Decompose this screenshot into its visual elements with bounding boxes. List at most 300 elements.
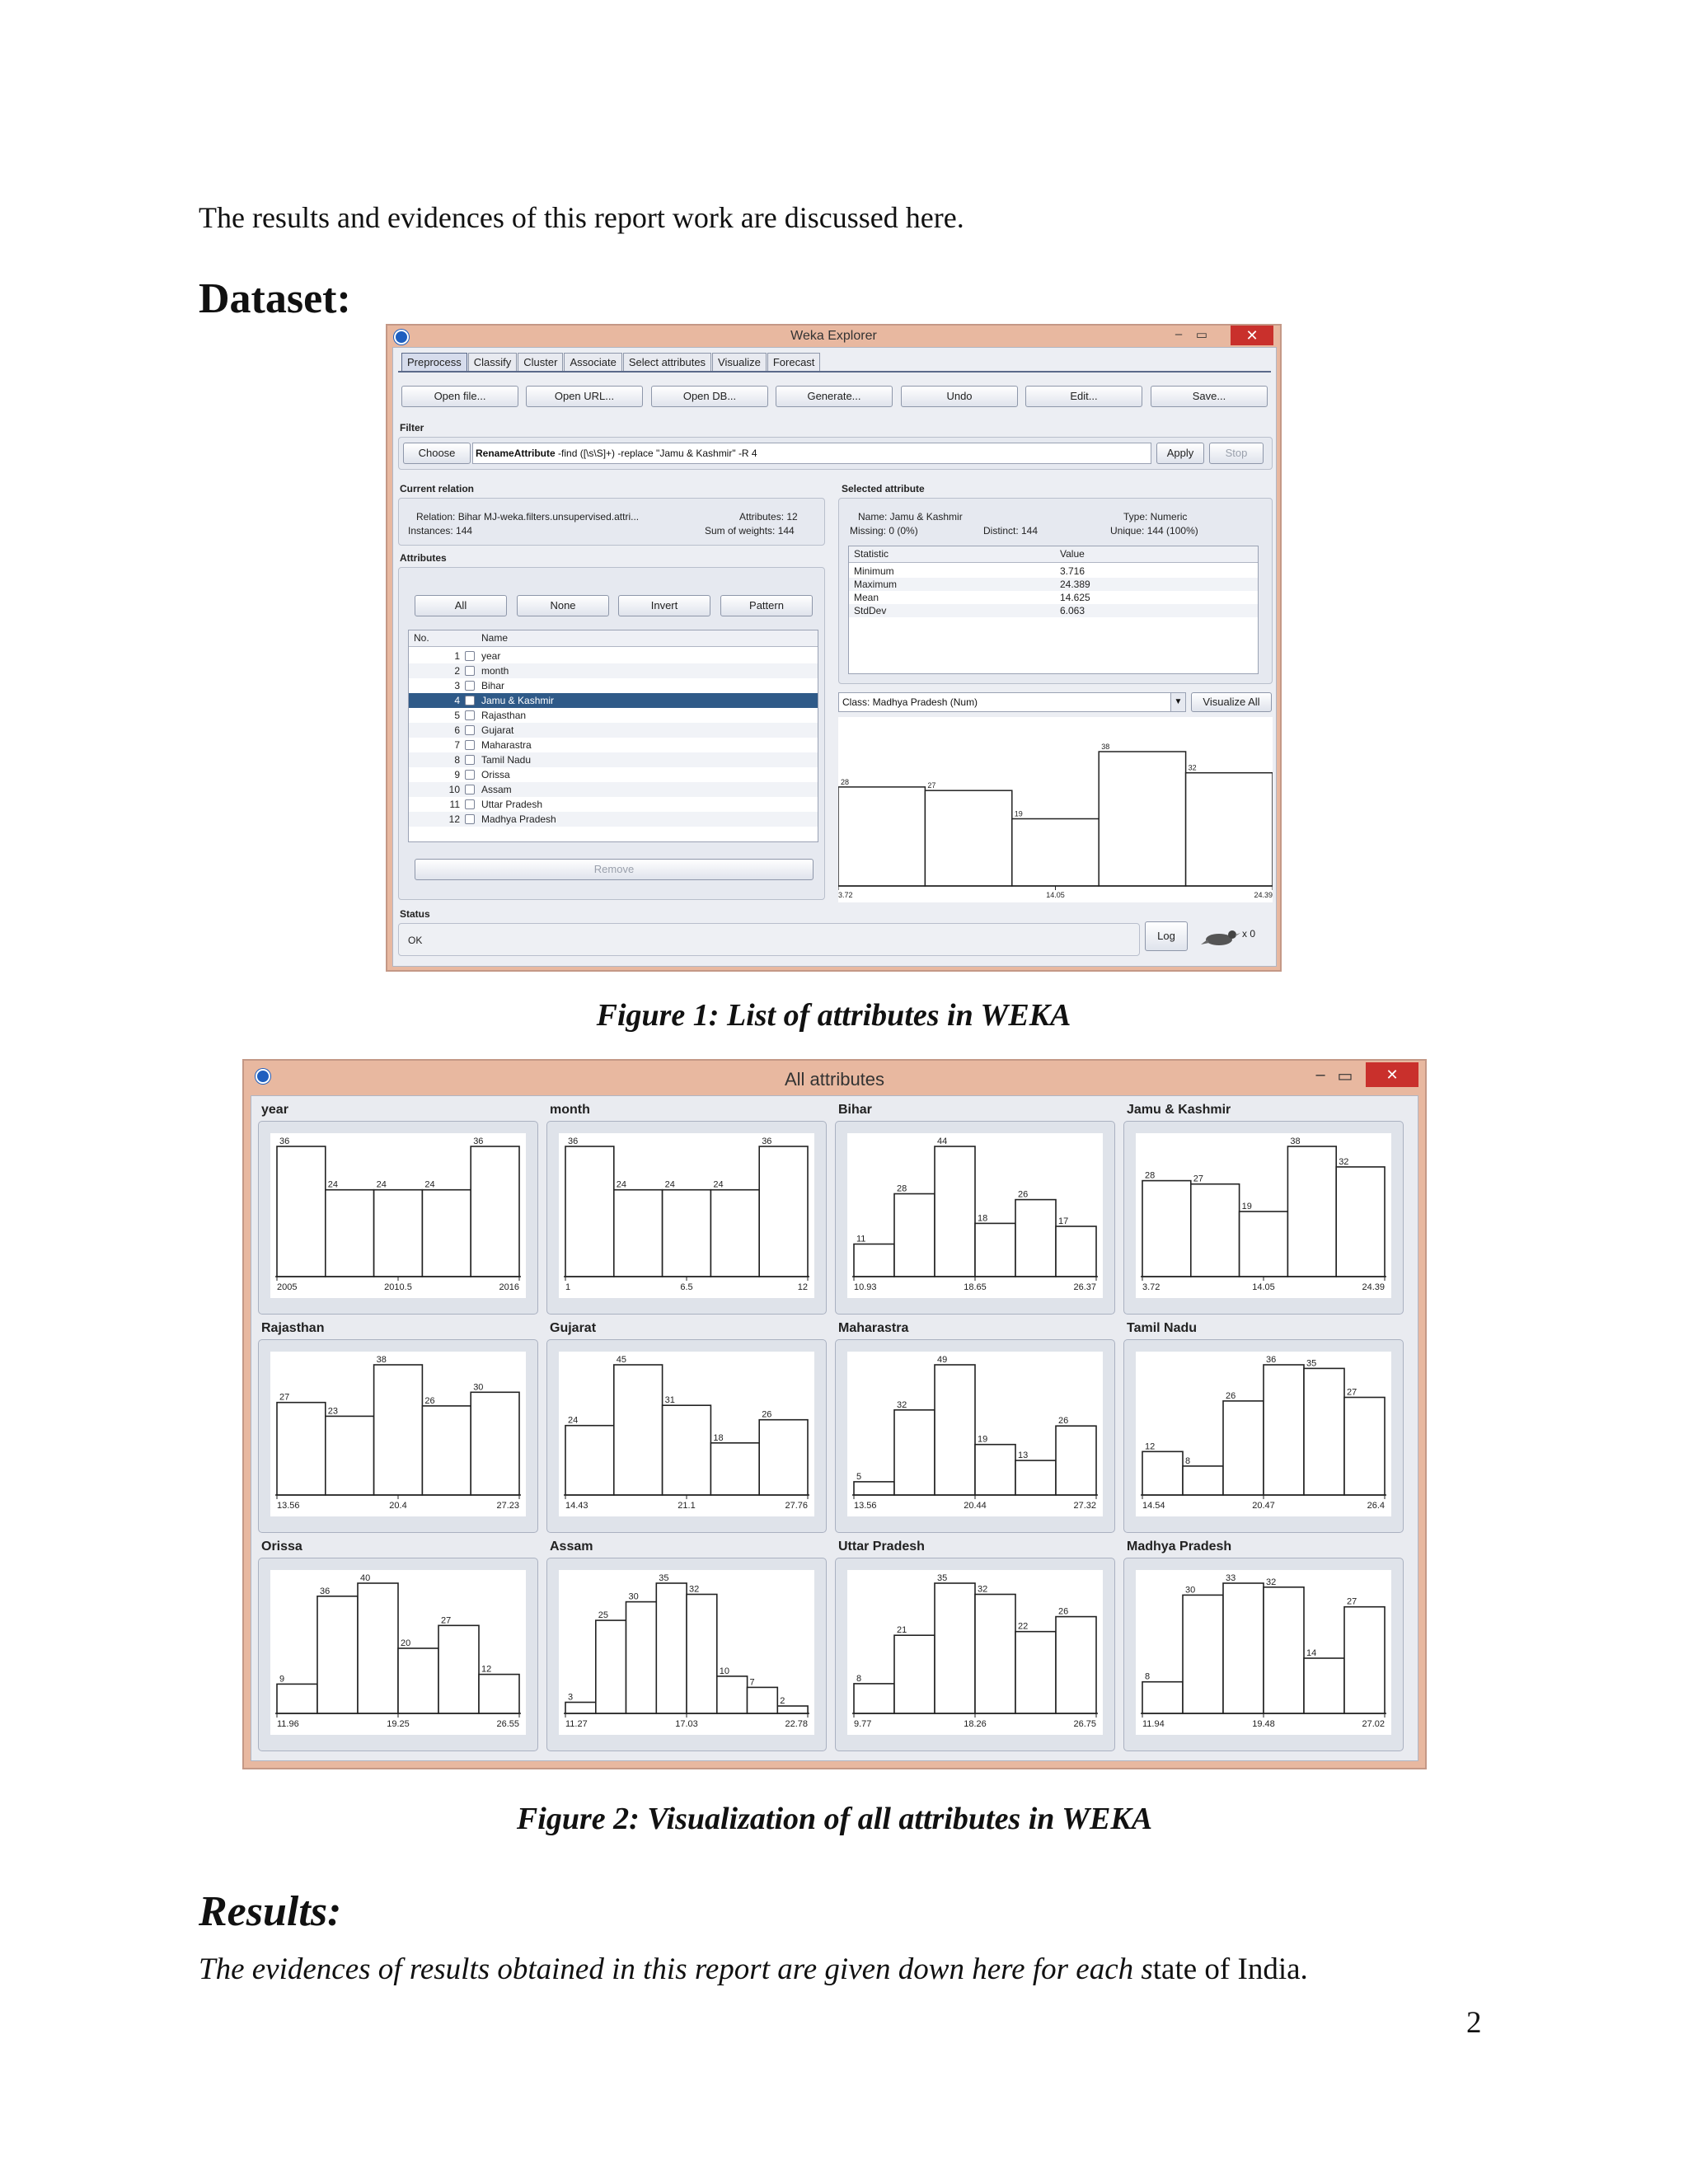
attribute-histogram-title: Jamu & Kashmir	[1127, 1103, 1231, 1117]
histogram-bar	[471, 1146, 519, 1277]
attribute-histogram-title: Orissa	[261, 1540, 302, 1554]
class-combo[interactable]	[838, 692, 1186, 712]
attribute-row[interactable]	[409, 723, 818, 738]
histogram-bar	[1142, 1682, 1183, 1713]
filter-label: Filter	[400, 422, 424, 434]
minimize-icon[interactable]: –	[1175, 327, 1183, 341]
bar-value-label: 49	[937, 1355, 948, 1365]
attribute-histogram-title: Rajasthan	[261, 1321, 325, 1335]
all-attributes-grid	[251, 1095, 1418, 1761]
x-tick-label: 13.56	[854, 1501, 877, 1511]
bar-value-label: 33	[1226, 1573, 1236, 1583]
bar-value-label: 17	[1058, 1216, 1069, 1226]
histogram-bar	[596, 1620, 626, 1713]
histogram-bar	[398, 1648, 438, 1713]
results-text-plain: tate of India.	[1152, 1952, 1308, 1986]
selected-attr-unique: Unique: 144 (100%)	[1110, 525, 1198, 537]
bar-value-label: 18	[978, 1213, 988, 1224]
heading-dataset: Dataset:	[199, 275, 351, 322]
col-value: Value	[1060, 548, 1085, 560]
attribute-histogram	[1136, 1133, 1391, 1298]
histogram-svg	[847, 1133, 1103, 1298]
histogram-bar	[1223, 1583, 1264, 1713]
attribute-histogram-title: Madhya Pradesh	[1127, 1540, 1232, 1554]
x-tick-label: 26.4	[1367, 1501, 1385, 1511]
x-tick-label: 14.05	[1046, 891, 1065, 899]
bar-value-label: 27	[1347, 1596, 1357, 1607]
histogram-bar	[1056, 1426, 1096, 1495]
bar-value-label: 27	[441, 1615, 452, 1626]
attribute-checkbox[interactable]	[465, 799, 475, 809]
attribute-row[interactable]	[409, 649, 818, 663]
bar-value-label: 24	[424, 1179, 435, 1190]
bar-value-label: 26	[424, 1395, 435, 1406]
bar-value-label: 32	[689, 1584, 700, 1595]
x-tick-label: 22.78	[785, 1719, 808, 1729]
histogram-svg	[1136, 1570, 1391, 1735]
maximize-icon[interactable]: ▭	[1195, 328, 1208, 342]
histogram-bar	[614, 1365, 663, 1495]
x-tick-label: 24.39	[1362, 1282, 1385, 1292]
choose-filter-button[interactable]: Choose	[403, 443, 471, 464]
histogram-svg	[559, 1570, 814, 1735]
attribute-histogram	[559, 1570, 814, 1735]
histogram-bar	[975, 1595, 1015, 1714]
histogram-bar	[326, 1190, 374, 1277]
col-no: No.	[414, 632, 429, 644]
bar-value-label: 3	[568, 1692, 574, 1703]
histogram-svg	[559, 1133, 814, 1298]
instances-count: Instances: 144	[408, 525, 473, 537]
bar-value-label: 30	[473, 1382, 484, 1393]
attribute-histogram-panel	[546, 1321, 827, 1533]
histogram-bar	[1012, 819, 1099, 887]
edit-button[interactable]: Edit...	[1025, 386, 1142, 407]
attribute-number: 10	[448, 784, 460, 795]
x-tick-label: 19.25	[387, 1719, 410, 1729]
open-url-button[interactable]: Open URL...	[526, 386, 643, 407]
x-tick-label: 18.26	[964, 1719, 987, 1729]
attribute-name: Assam	[481, 784, 512, 795]
attribute-checkbox[interactable]	[465, 770, 475, 780]
bar-value-label: 36	[1266, 1355, 1277, 1365]
class-combo-value: Class: Madhya Pradesh (Num)	[842, 696, 978, 708]
histogram-bar	[422, 1190, 471, 1277]
histogram-bar	[1191, 1184, 1240, 1277]
attributes-table-header	[409, 630, 818, 647]
attributes-table	[408, 630, 818, 842]
histogram-bar	[935, 1365, 975, 1495]
attribute-checkbox[interactable]	[465, 725, 475, 735]
histogram-bar	[854, 1684, 894, 1713]
bar-value-label: 10	[719, 1666, 730, 1676]
attribute-name: Madhya Pradesh	[481, 813, 556, 825]
attribute-number: 12	[448, 813, 460, 825]
x-tick-label: 2005	[277, 1282, 298, 1292]
bar-value-label: 26	[1058, 1606, 1069, 1617]
attribute-histogram-title: Bihar	[838, 1103, 872, 1117]
selected-attribute-label: Selected attribute	[842, 483, 925, 494]
page-number: 2	[1466, 2006, 1482, 2040]
attribute-histogram	[847, 1570, 1103, 1735]
attribute-name: Uttar Pradesh	[481, 799, 543, 810]
bar-value-label: 32	[1339, 1156, 1349, 1167]
x-tick-label: 14.54	[1142, 1501, 1165, 1511]
open-db-button[interactable]: Open DB...	[651, 386, 768, 407]
x-tick-label: 26.55	[496, 1719, 519, 1729]
select-none-button[interactable]: None	[517, 595, 609, 616]
tab-classify[interactable]: Classify	[468, 353, 518, 371]
attribute-row[interactable]	[409, 797, 818, 812]
undo-button[interactable]: Undo	[901, 386, 1018, 407]
histogram-svg	[1136, 1352, 1391, 1516]
bar-value-label: 5	[856, 1471, 862, 1482]
tab-preprocess[interactable]: Preprocess	[401, 353, 467, 371]
attribute-histogram-frame	[1123, 1558, 1404, 1751]
x-tick-label: 14.43	[565, 1501, 588, 1511]
histogram-bar	[935, 1583, 975, 1713]
bar-value-label: 24	[713, 1179, 724, 1190]
histogram-bar	[277, 1684, 317, 1713]
attribute-number: 8	[454, 754, 460, 766]
histogram-bar	[717, 1676, 748, 1713]
attribute-name: Orissa	[481, 769, 510, 780]
attribute-number: 1	[454, 650, 460, 662]
x-tick-label: 27.76	[785, 1501, 808, 1511]
bar-value-label: 11	[856, 1234, 866, 1244]
bar-value-label: 32	[978, 1584, 988, 1595]
x-tick-label: 27.02	[1362, 1719, 1385, 1729]
attribute-histogram-frame	[258, 1558, 538, 1751]
bar-value-label: 38	[1290, 1137, 1301, 1146]
attribute-checkbox[interactable]	[465, 666, 475, 676]
histogram-bar	[1183, 1595, 1223, 1713]
tab-visualize[interactable]: Visualize	[712, 353, 767, 371]
attribute-histogram-title: Uttar Pradesh	[838, 1540, 925, 1554]
x-tick-label: 12	[797, 1282, 808, 1292]
bar-value-label: 24	[568, 1415, 579, 1426]
histogram-bar	[748, 1687, 778, 1713]
bar-value-label: 44	[937, 1137, 948, 1146]
stop-button[interactable]: Stop	[1209, 443, 1264, 464]
x-tick-label: 21.1	[678, 1501, 696, 1511]
statistic-name: StdDev	[854, 605, 887, 616]
attribute-histogram-frame	[835, 1558, 1115, 1751]
histogram-bar	[925, 790, 1011, 886]
bar-value-label: 22	[1018, 1621, 1029, 1632]
histogram-bar	[374, 1365, 423, 1495]
bar-value-label: 28	[1145, 1170, 1156, 1181]
attribute-number: 2	[454, 665, 460, 677]
attribute-checkbox[interactable]	[465, 740, 475, 750]
histogram-bar	[975, 1223, 1015, 1277]
bar-value-label: 8	[856, 1673, 862, 1684]
attribute-histogram-title: Gujarat	[550, 1321, 597, 1335]
x-tick-label: 18.65	[964, 1282, 987, 1292]
attribute-row[interactable]	[409, 663, 818, 678]
tab-select-attributes[interactable]: Select attributes	[623, 353, 711, 371]
statistic-row	[849, 604, 1258, 617]
bar-value-label: 35	[1306, 1358, 1317, 1369]
bar-value-label: 23	[327, 1406, 339, 1417]
filter-name: RenameAttribute	[476, 448, 556, 459]
statistic-value: 6.063	[1060, 605, 1085, 616]
bar-value-label: 12	[481, 1664, 492, 1675]
attribute-checkbox[interactable]	[465, 755, 475, 765]
statistic-value: 3.716	[1060, 565, 1085, 577]
x-tick-label: 11.96	[277, 1719, 299, 1729]
histogram-bar	[358, 1583, 398, 1713]
statistics-table-header	[849, 546, 1258, 563]
figure1-caption: Figure 1: List of attributes in WEKA	[596, 998, 1071, 1033]
bar-value-label: 30	[628, 1591, 639, 1602]
attribute-number: 9	[454, 769, 460, 780]
x-tick-label: 27.23	[496, 1501, 519, 1511]
histogram-bar	[894, 1194, 935, 1277]
maximize-icon[interactable]: ▭	[1337, 1067, 1353, 1085]
histogram-bar	[838, 787, 925, 886]
bar-value-label: 45	[616, 1355, 627, 1365]
remove-button[interactable]: Remove	[415, 859, 814, 880]
histogram-bar	[710, 1190, 759, 1277]
weka-tabs	[401, 353, 821, 371]
weka-explorer-window	[386, 324, 1282, 972]
attribute-histogram-frame	[1123, 1121, 1404, 1315]
histogram-svg	[847, 1352, 1103, 1516]
filter-args: -find ([\s\S]+) -replace "Jamu & Kashmir" -R 4	[555, 448, 757, 459]
histogram-svg	[270, 1352, 526, 1516]
attribute-histogram-title: year	[261, 1103, 288, 1117]
attribute-histogram-panel	[1123, 1540, 1404, 1751]
histogram-bar	[326, 1416, 374, 1495]
attribute-checkbox[interactable]	[465, 696, 475, 705]
bar-value-label: 18	[713, 1432, 724, 1443]
x-tick-label: 2016	[499, 1282, 519, 1292]
x-tick-label: 26.75	[1073, 1719, 1096, 1729]
bar-value-label: 7	[749, 1677, 755, 1688]
col-name: Name	[481, 632, 509, 644]
statistic-row	[849, 565, 1258, 578]
bar-value-label: 14	[1306, 1648, 1317, 1658]
histogram-bar	[663, 1190, 711, 1277]
bar-value-label: 26	[1018, 1189, 1029, 1200]
x-tick-label: 2010.5	[384, 1282, 412, 1292]
histogram-bar	[1142, 1451, 1183, 1495]
x-tick-label: 14.05	[1252, 1282, 1275, 1292]
weka-window-title: Weka Explorer	[790, 329, 877, 343]
close-icon[interactable]: ✕	[1366, 1062, 1418, 1087]
attribute-histogram-frame	[258, 1339, 538, 1533]
statistic-row	[849, 578, 1258, 591]
bar-value-label: 36	[762, 1137, 772, 1146]
bar-value-label: 36	[279, 1137, 290, 1146]
selected-attr-distinct: Distinct: 144	[983, 525, 1039, 537]
attribute-name: year	[481, 650, 501, 662]
results-text-italic: The evidences of results obtained in this report are given down here for each s	[199, 1952, 1153, 1986]
pattern-button[interactable]: Pattern	[720, 595, 813, 616]
histogram-bar	[1056, 1617, 1096, 1713]
histogram-bar	[663, 1405, 711, 1495]
bar-value-label: 32	[1266, 1577, 1277, 1587]
histogram-bar	[565, 1703, 596, 1714]
minimize-icon[interactable]: –	[1315, 1066, 1325, 1084]
attribute-histogram	[270, 1570, 526, 1735]
figure2-caption: Figure 2: Visualization of all attributes in WEKA	[516, 1802, 1153, 1836]
bar-value-label: 20	[401, 1638, 411, 1648]
bar-value-label: 38	[376, 1355, 387, 1365]
attribute-number: 4	[454, 695, 460, 706]
save-button[interactable]: Save...	[1151, 386, 1268, 407]
attribute-histogram	[559, 1133, 814, 1298]
weka-client-area	[392, 347, 1277, 967]
attribute-checkbox[interactable]	[465, 785, 475, 794]
x-tick-label: 17.03	[675, 1719, 698, 1729]
status-panel	[398, 923, 1140, 956]
attribute-histogram	[1136, 1570, 1391, 1735]
attribute-row[interactable]	[409, 693, 818, 708]
attribute-histogram	[1136, 1352, 1391, 1516]
status-label: Status	[400, 908, 430, 920]
all-attributes-title: All attributes	[784, 1069, 885, 1090]
histogram-bar	[626, 1602, 657, 1713]
attribute-histogram-panel	[835, 1103, 1115, 1315]
attribute-histogram-panel	[1123, 1103, 1404, 1315]
bar-value-label: 35	[659, 1573, 669, 1583]
open-file-button[interactable]: Open file...	[401, 386, 518, 407]
tab-underline	[398, 371, 1271, 373]
bar-value-label: 24	[616, 1179, 627, 1190]
histogram-bar	[656, 1583, 687, 1713]
statistic-name: Mean	[854, 592, 879, 603]
bar-value-label: 24	[664, 1179, 675, 1190]
histogram-bar	[1099, 752, 1185, 886]
results-paragraph	[199, 1952, 1308, 1987]
histogram-bar	[1186, 773, 1273, 886]
task-count: x 0	[1242, 928, 1256, 940]
attribute-number: 5	[454, 710, 460, 721]
attribute-histogram-title: month	[550, 1103, 590, 1117]
histogram-bar	[1304, 1368, 1344, 1495]
attribute-checkbox[interactable]	[465, 710, 475, 720]
bar-value-label: 27	[1347, 1387, 1357, 1398]
x-tick-label: 10.93	[854, 1282, 877, 1292]
histogram-bar	[1015, 1460, 1056, 1495]
attribute-histogram-frame	[546, 1558, 827, 1751]
bar-value-label: 30	[1185, 1585, 1196, 1596]
histogram-svg	[847, 1570, 1103, 1735]
histogram-bar	[854, 1244, 894, 1277]
attribute-name: Bihar	[481, 680, 505, 691]
bar-value-label: 38	[1101, 743, 1110, 751]
histogram-bar	[1015, 1632, 1056, 1713]
bar-value-label: 19	[1241, 1202, 1252, 1212]
attribute-checkbox[interactable]	[465, 651, 475, 661]
attribute-row[interactable]	[409, 782, 818, 797]
bar-value-label: 12	[1145, 1441, 1156, 1452]
attribute-number: 7	[454, 739, 460, 751]
bar-value-label: 35	[937, 1573, 948, 1583]
select-all-button[interactable]: All	[415, 595, 507, 616]
bar-value-label: 36	[568, 1137, 579, 1146]
attribute-checkbox[interactable]	[465, 814, 475, 824]
histogram-bar	[894, 1635, 935, 1713]
attribute-row[interactable]	[409, 708, 818, 723]
histogram-bar	[479, 1675, 519, 1713]
histogram-bar	[614, 1190, 663, 1277]
x-tick-label: 20.47	[1252, 1501, 1275, 1511]
attribute-name: Tamil Nadu	[481, 754, 532, 766]
histogram-bar	[565, 1146, 614, 1277]
bar-value-label: 9	[279, 1674, 285, 1685]
tab-cluster[interactable]: Cluster	[518, 353, 563, 371]
relation-name: Relation: Bihar MJ-weka.filters.unsupervised.attri...	[416, 511, 640, 523]
attribute-name: Rajasthan	[481, 710, 527, 721]
attribute-histogram-panel	[835, 1321, 1115, 1533]
histogram-bar	[894, 1410, 935, 1495]
bar-value-label: 27	[927, 781, 936, 790]
attribute-row[interactable]	[409, 752, 818, 767]
bar-value-label: 26	[1058, 1416, 1069, 1427]
apply-button[interactable]: Apply	[1156, 443, 1204, 464]
histogram-bar	[277, 1403, 326, 1495]
attribute-number: 11	[449, 799, 460, 810]
generate-button[interactable]: Generate...	[776, 386, 893, 407]
attribute-histogram	[847, 1352, 1103, 1516]
attribute-row[interactable]	[409, 738, 818, 752]
x-tick-label: 26.37	[1073, 1282, 1096, 1292]
weka-titlebar	[387, 326, 1280, 347]
histogram-bar	[777, 1706, 808, 1713]
col-statistic: Statistic	[854, 548, 889, 560]
visualize-all-button[interactable]: Visualize All	[1191, 692, 1272, 712]
histogram-bar	[1304, 1658, 1344, 1713]
bar-value-label: 40	[360, 1573, 371, 1583]
all-attributes-titlebar	[244, 1061, 1425, 1094]
histogram-bar	[471, 1392, 519, 1495]
histogram-bar	[1183, 1466, 1223, 1495]
close-icon[interactable]: ✕	[1231, 326, 1273, 345]
histogram-bar	[687, 1595, 717, 1714]
bar-value-label: 26	[1226, 1390, 1236, 1401]
histogram-svg	[559, 1352, 814, 1516]
bar-value-label: 28	[897, 1183, 907, 1194]
attribute-histogram	[847, 1133, 1103, 1298]
attribute-checkbox[interactable]	[465, 681, 475, 691]
statistic-name: Minimum	[854, 565, 894, 577]
attribute-row[interactable]	[409, 767, 818, 782]
bar-value-label: 24	[327, 1179, 339, 1190]
histogram-bar	[317, 1596, 358, 1713]
bar-value-label: 27	[279, 1392, 290, 1403]
x-tick-label: 20.4	[389, 1501, 407, 1511]
histogram-bar	[1142, 1181, 1191, 1277]
histogram-bar	[854, 1482, 894, 1495]
histogram-bar	[759, 1146, 808, 1277]
filter-config-field[interactable]	[472, 443, 1151, 464]
attribute-histogram-panel	[258, 1321, 538, 1533]
tab-associate[interactable]: Associate	[564, 353, 621, 371]
attribute-row[interactable]	[409, 812, 818, 827]
histogram-bar	[374, 1190, 423, 1277]
attribute-histogram	[270, 1352, 526, 1516]
log-button[interactable]: Log	[1145, 921, 1188, 951]
bar-value-label: 27	[1193, 1174, 1204, 1184]
invert-button[interactable]: Invert	[618, 595, 710, 616]
histogram-bar	[759, 1420, 808, 1495]
tab-forecast[interactable]: Forecast	[767, 353, 821, 371]
attribute-name: Gujarat	[481, 724, 514, 736]
attribute-row[interactable]	[409, 678, 818, 693]
